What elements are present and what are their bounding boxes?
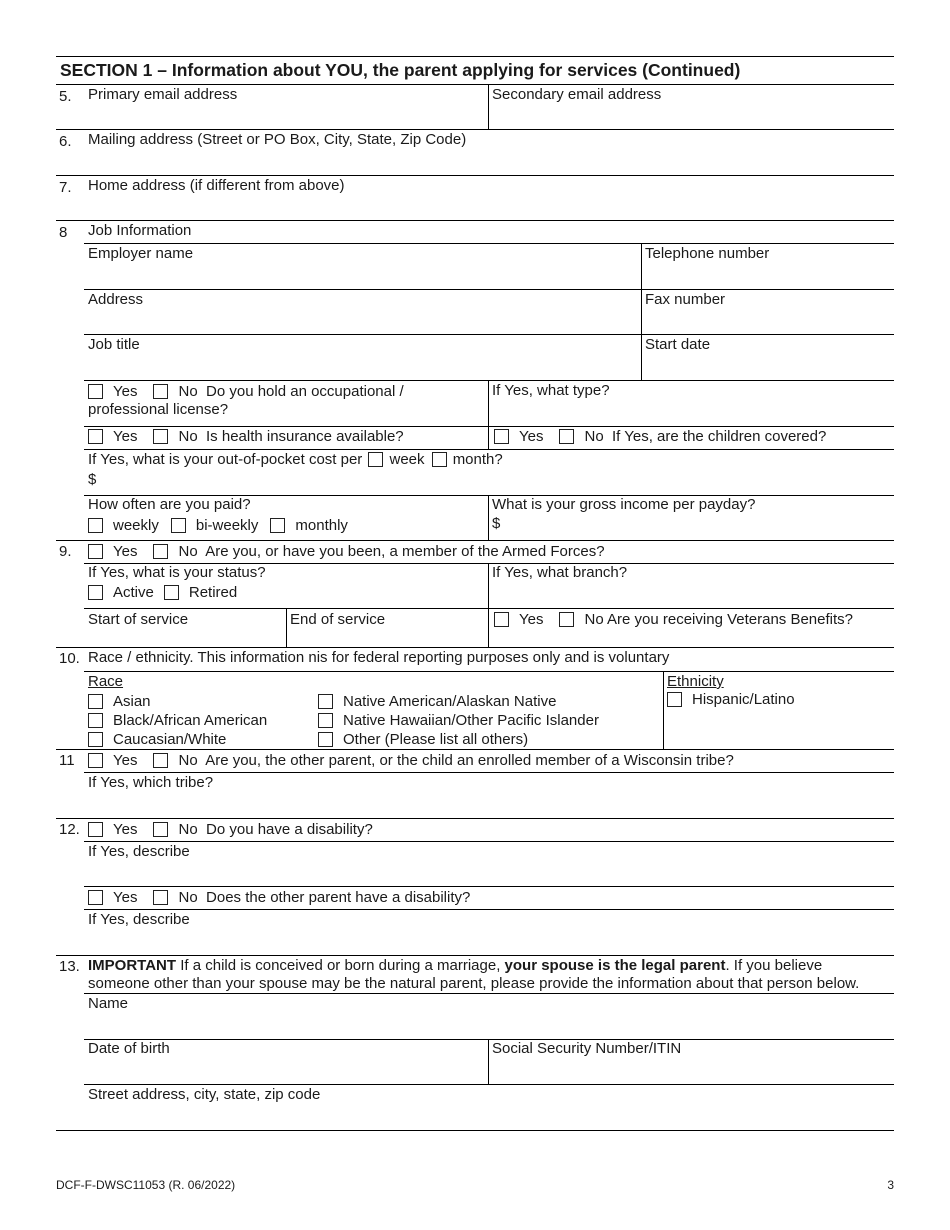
yes-label: Yes: [113, 383, 138, 400]
caucasian-label: Caucasian/White: [113, 731, 227, 748]
license-question-line2: professional license?: [88, 401, 229, 418]
armed-no-checkbox[interactable]: [153, 544, 168, 559]
rule: [84, 449, 894, 450]
gross-income-label: What is your gross income per payday?: [492, 496, 756, 513]
retired-label: Retired: [188, 584, 238, 601]
other-disability-describe-field[interactable]: If Yes, describe: [88, 911, 190, 928]
yes-label: Yes: [113, 543, 138, 560]
notice-text: If a child is conceived or born during a marriage,: [176, 957, 505, 974]
insurance-question-text: Is health insurance available?: [206, 428, 404, 445]
license-question-text: Do you hold an occupational /: [206, 383, 404, 400]
rule: [84, 289, 894, 290]
tribe-name-field[interactable]: If Yes, which tribe?: [88, 774, 214, 791]
important-label: IMPORTANT: [88, 957, 177, 974]
other-disability-yes-checkbox[interactable]: [88, 890, 103, 905]
no-label: No: [178, 752, 198, 769]
pay-frequency-label: How often are you paid?: [88, 496, 251, 513]
armed-yes-checkbox[interactable]: [88, 544, 103, 559]
insurance-yes-checkbox[interactable]: [88, 429, 103, 444]
rule: [56, 129, 894, 130]
rule: [286, 608, 287, 647]
end-of-service-field[interactable]: End of service: [290, 611, 386, 628]
ethnicity-hispanic-option: [667, 691, 795, 709]
other-disability-no-checkbox[interactable]: [153, 890, 168, 905]
rule: [488, 380, 489, 450]
employer-name-field[interactable]: Employer name: [88, 245, 194, 262]
license-question: [88, 383, 404, 401]
branch-field[interactable]: If Yes, what branch?: [492, 564, 628, 581]
veterans-question-text: Are you receiving Veterans Benefits?: [607, 611, 853, 628]
race-native-hawaiian-option: [318, 712, 599, 730]
bottom-rule: [56, 1130, 894, 1131]
native-american-checkbox[interactable]: [318, 694, 333, 709]
no-label: No: [178, 383, 198, 400]
q10-number: 10.: [59, 650, 80, 667]
children-question-text: If Yes, are the children covered?: [612, 428, 827, 445]
license-yes-checkbox[interactable]: [88, 384, 103, 399]
license-no-checkbox[interactable]: [153, 384, 168, 399]
q7-number: 7.: [59, 179, 72, 196]
title-rule: [56, 84, 894, 85]
race-caucasian-option: [88, 731, 226, 749]
cost-question-text: If Yes, what is your out-of-pocket cost per: [88, 451, 363, 468]
weekly-checkbox[interactable]: [88, 518, 103, 533]
rule: [84, 1084, 894, 1085]
insurance-no-checkbox[interactable]: [153, 429, 168, 444]
yes-label: Yes: [113, 889, 138, 906]
rule: [84, 671, 894, 672]
rule: [84, 334, 894, 335]
no-label: No: [584, 611, 604, 628]
retired-checkbox[interactable]: [164, 585, 179, 600]
veterans-no-checkbox[interactable]: [559, 612, 574, 627]
cost-month-checkbox[interactable]: [432, 452, 447, 467]
start-date-field[interactable]: Start date: [645, 336, 711, 353]
active-label: Active: [113, 584, 154, 601]
q5-number: 5.: [59, 88, 72, 105]
job-information-label: Job Information: [88, 222, 192, 239]
rule: [84, 426, 894, 427]
tribe-question: [88, 752, 734, 770]
no-label: No: [178, 428, 198, 445]
status-label: If Yes, what is your status?: [88, 564, 266, 581]
no-label: No: [178, 889, 198, 906]
rule: [641, 243, 642, 380]
top-rule: [56, 56, 894, 57]
legal-parent-text: your spouse is the legal parent: [504, 957, 726, 974]
disability-question-text: Do you have a disability?: [206, 821, 373, 838]
primary-email-field[interactable]: Primary email address: [88, 86, 238, 103]
ethnicity-heading: Ethnicity: [667, 673, 724, 690]
rule: [84, 608, 894, 609]
q13-number: 13.: [59, 958, 80, 975]
yes-label: Yes: [519, 428, 544, 445]
important-notice-line2: someone other than your spouse may be the natural parent, please provide the information about that person below.: [88, 975, 860, 992]
cost-question: [88, 451, 503, 469]
rule: [663, 671, 664, 749]
other-parent-name-field[interactable]: Name: [88, 995, 129, 1012]
rule: [56, 818, 894, 819]
important-notice-line1: [88, 957, 822, 975]
rule: [488, 495, 489, 540]
children-no-checkbox[interactable]: [559, 429, 574, 444]
race-ethnicity-intro: Race / ethnicity. This information nis for federal reporting purposes only and is voluntary: [88, 649, 670, 666]
month-label: month?: [452, 451, 503, 468]
race-heading: Race: [88, 673, 124, 690]
cost-week-checkbox[interactable]: [368, 452, 383, 467]
telephone-number-field[interactable]: Telephone number: [645, 245, 770, 262]
section-title: SECTION 1 – Information about YOU, the parent applying for services (Continued): [60, 60, 741, 80]
asian-checkbox[interactable]: [88, 694, 103, 709]
mailing-address-field[interactable]: Mailing address (Street or PO Box, City, State, Zip Code): [88, 131, 467, 148]
caucasian-checkbox[interactable]: [88, 732, 103, 747]
rule: [488, 563, 489, 647]
veterans-question: [494, 611, 853, 629]
race-other-option: [318, 731, 528, 749]
other-parent-ssn-field[interactable]: Social Security Number/ITIN: [492, 1040, 682, 1057]
tribe-question-text: Are you, the other parent, or the child an enrolled member of a Wisconsin tribe?: [205, 752, 734, 769]
no-label: No: [178, 543, 198, 560]
race-native-american-option: [318, 693, 556, 711]
rule: [84, 909, 894, 910]
rule: [84, 772, 894, 773]
notice-text-end: . If you believe: [725, 957, 823, 974]
race-asian-option: [88, 693, 151, 711]
rule: [56, 175, 894, 176]
native-hawaiian-label: Native Hawaiian/Other Pacific Islander: [343, 712, 599, 729]
native-american-label: Native American/Alaskan Native: [343, 693, 557, 710]
other-race-checkbox[interactable]: [318, 732, 333, 747]
form-id: DCF-F-DWSC11053 (R. 06/2022): [56, 1178, 236, 1192]
black-checkbox[interactable]: [88, 713, 103, 728]
rule: [84, 886, 894, 887]
pay-frequency-options: [88, 517, 348, 535]
children-covered-question: [494, 428, 826, 446]
native-hawaiian-checkbox[interactable]: [318, 713, 333, 728]
rule: [488, 84, 489, 129]
hispanic-checkbox[interactable]: [667, 692, 682, 707]
monthly-label: monthly: [295, 517, 348, 534]
black-label: Black/African American: [113, 712, 268, 729]
secondary-email-field[interactable]: Secondary email address: [492, 86, 662, 103]
q8-number: 8: [59, 224, 68, 241]
veterans-yes-checkbox[interactable]: [494, 612, 509, 627]
rule: [84, 993, 894, 994]
other-disability-question-text: Does the other parent have a disability?: [206, 889, 471, 906]
cost-amount-field[interactable]: $: [88, 471, 97, 488]
race-black-option: [88, 712, 267, 730]
weekly-label: weekly: [113, 517, 159, 534]
license-type-field[interactable]: If Yes, what type?: [492, 382, 610, 399]
rule: [56, 220, 894, 221]
hispanic-label: Hispanic/Latino: [692, 691, 795, 708]
armed-question-text: Are you, or have you been, a member of the Armed Forces?: [205, 543, 605, 560]
page-number: 3: [887, 1178, 894, 1192]
armed-forces-question: [88, 543, 605, 561]
fax-number-field[interactable]: Fax number: [645, 291, 726, 308]
asian-label: Asian: [113, 693, 151, 710]
no-label: No: [178, 821, 198, 838]
other-parent-dob-field[interactable]: Date of birth: [88, 1040, 170, 1057]
disability-question: [88, 821, 373, 839]
start-of-service-field[interactable]: Start of service: [88, 611, 189, 628]
monthly-checkbox[interactable]: [270, 518, 285, 533]
week-label: week: [389, 451, 425, 468]
disability-no-checkbox[interactable]: [153, 822, 168, 837]
rule: [84, 243, 894, 244]
yes-label: Yes: [113, 752, 138, 769]
yes-label: Yes: [113, 821, 138, 838]
rule: [84, 380, 894, 381]
home-address-field[interactable]: Home address (if different from above): [88, 177, 345, 194]
active-checkbox[interactable]: [88, 585, 103, 600]
children-yes-checkbox[interactable]: [494, 429, 509, 444]
rule: [84, 841, 894, 842]
tribe-no-checkbox[interactable]: [153, 753, 168, 768]
rule: [56, 540, 894, 541]
rule: [56, 955, 894, 956]
rule: [84, 1039, 894, 1040]
disability-yes-checkbox[interactable]: [88, 822, 103, 837]
rule: [56, 647, 894, 648]
other-parent-address-field[interactable]: Street address, city, state, zip code: [88, 1086, 321, 1103]
insurance-question: [88, 428, 404, 446]
q6-number: 6.: [59, 133, 72, 150]
q11-number: 11: [59, 752, 75, 769]
disability-describe-field[interactable]: If Yes, describe: [88, 843, 190, 860]
employer-address-field[interactable]: Address: [88, 291, 144, 308]
status-options: [88, 584, 237, 602]
other-race-label: Other (Please list all others): [343, 731, 529, 748]
rule: [488, 1039, 489, 1084]
other-parent-disability-question: [88, 889, 470, 907]
yes-label: Yes: [113, 428, 138, 445]
tribe-yes-checkbox[interactable]: [88, 753, 103, 768]
no-label: No: [584, 428, 604, 445]
job-title-field[interactable]: Job title: [88, 336, 140, 353]
biweekly-label: bi-weekly: [195, 517, 259, 534]
q9-number: 9.: [59, 543, 72, 560]
gross-income-field[interactable]: $: [492, 515, 501, 532]
yes-label: Yes: [519, 611, 544, 628]
q12-number: 12.: [59, 821, 80, 838]
rule: [56, 749, 894, 750]
biweekly-checkbox[interactable]: [171, 518, 186, 533]
